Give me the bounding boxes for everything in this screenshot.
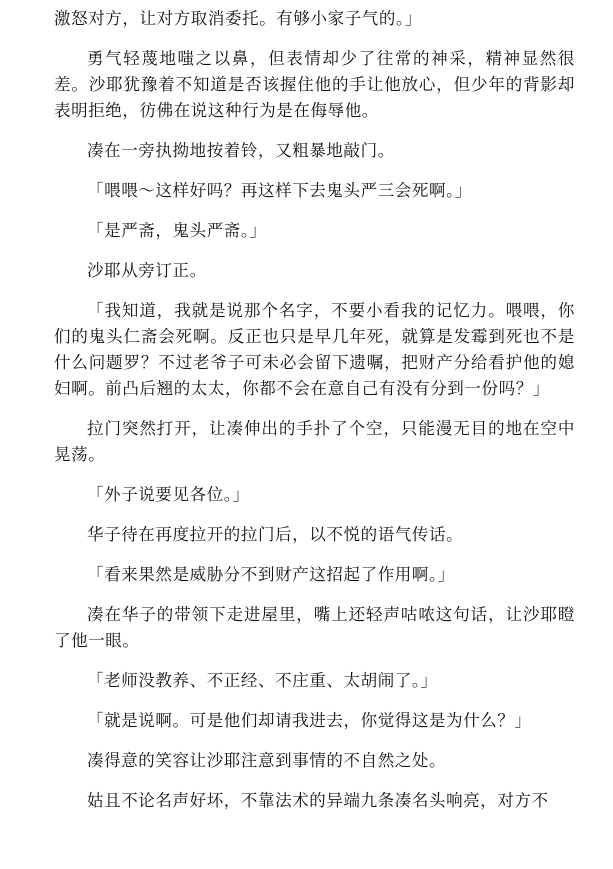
paragraph: 勇气轻蔑地嗤之以鼻，但表情却少了往常的神采，精神显然很差。沙耶犹豫着不知道是否该握住他的手让他放心，但少年的背影却表明拒绝，彷佛在说这种行为是在侮辱他。 [54, 49, 575, 120]
paragraph: 「老师没教养、不正经、不庄重、太胡闹了。」 [87, 671, 438, 690]
paragraph: 凑得意的笑容让沙耶注意到事情的不自然之处。 [87, 751, 447, 770]
paragraph: 「喂喂～这样好吗？再这样下去鬼头严三会死啊。」 [87, 181, 473, 200]
paragraph: 姑且不论名声好坏，不靠法术的异端九条凑名头响亮，对方不 [87, 791, 549, 810]
paragraph: 「是严斋，鬼头严斋。」 [87, 221, 267, 240]
paragraph: 「外子说要见各位。」 [87, 485, 250, 504]
paragraph: 「就是说啊。可是他们却请我进去，你觉得这是为什么？」 [87, 711, 532, 730]
paragraph: 「看来果然是威胁分不到财产这招起了作用啊。」 [87, 565, 455, 584]
paragraph: 凑在一旁执拗地按着铃，又粗暴地敲门。 [87, 141, 395, 160]
paragraph: 沙耶从旁订正。 [87, 261, 207, 280]
paragraph: 激怒对方，让对方取消委托。有够小家子气的。」 [54, 9, 422, 28]
paragraph: 凑在华子的带领下走进屋里，嘴上还轻声咕哝这句话，让沙耶瞪了他一眼。 [54, 605, 575, 650]
paragraph: 拉门突然打开，让凑伸出的手扑了个空，只能漫无目的地在空中晃荡。 [54, 419, 575, 464]
paragraph: 「我知道，我就是说那个名字，不要小看我的记忆力。喂喂，你们的鬼头仁斋会死啊。反正也只是早几年死，就算是发霉到死也不是什么问题罗？不过老爷子可未必会留下遗嘱，把财产分给看护他的媳妇啊。前凸后翘的太太，你都不会在意自己有没有分到一份吗？」 [54, 301, 575, 398]
paragraph: 华子待在再度拉开的拉门后，以不悦的语气传话。 [87, 525, 464, 544]
